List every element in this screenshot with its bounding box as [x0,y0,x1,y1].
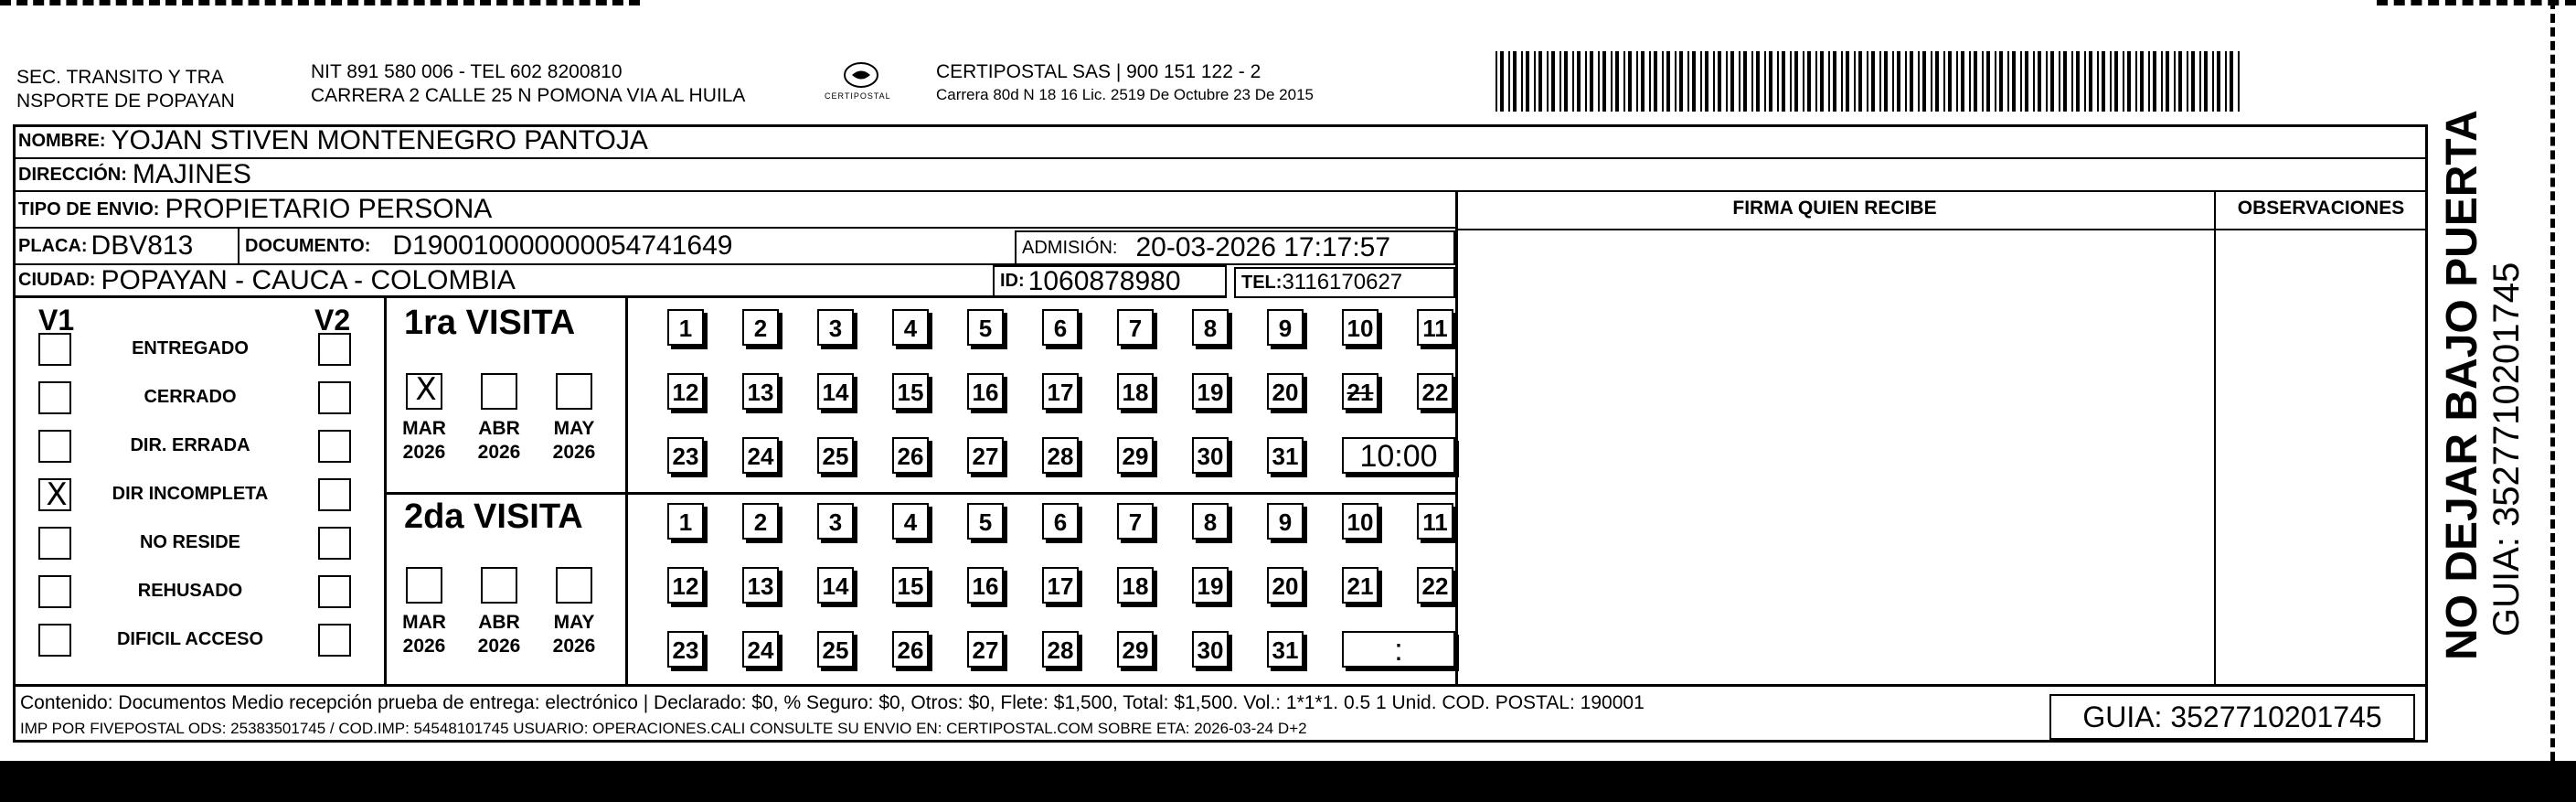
barcode-bar [1559,51,1561,112]
barcode-bar [2110,51,2112,112]
barcode-bar [1636,51,1638,112]
barcode-bar [2063,51,2067,112]
barcode-bar [1641,51,1645,112]
v1-check-mark: X [46,476,68,513]
day-box[interactable]: 1 [667,503,704,540]
day-box[interactable]: 10 [1342,309,1378,346]
barcode-bar [2166,51,2169,112]
barcode-bar [2012,51,2016,112]
tipo-row [13,192,1455,229]
tipo-label: TIPO DE ENVIO: [18,198,160,219]
footer [13,684,2428,745]
barcode-bar [1807,51,1811,112]
day-box[interactable]: 16 [967,567,1004,604]
v1-checkbox[interactable] [38,575,71,608]
ciudad-label: CIUDAD: [18,270,96,290]
day-box[interactable]: 22 [1417,567,1453,604]
tipo-value: PROPIETARIO PERSONA [165,194,493,224]
barcode-bar [2102,51,2105,112]
day-box[interactable]: 30 [1192,437,1229,474]
barcode-bar [2038,51,2041,112]
barcode-bar [2178,51,2182,112]
day-box[interactable]: 20 [1267,567,1304,604]
firma-column [1455,192,2214,684]
tel-value: 3116170627 [1282,270,1403,294]
reason-label: NO RESIDE [139,532,241,552]
bottom-band [0,761,2576,802]
day-box[interactable]: 10 [1342,503,1378,540]
visit-time[interactable]: 10:00 [1342,437,1455,474]
month-check-mark: X [415,371,437,408]
barcode-bar [2050,51,2054,112]
day-box[interactable]: 15 [892,373,929,410]
observaciones-header: OBSERVACIONES [2237,198,2405,219]
barcode-bar [2212,51,2214,112]
barcode-bar [1615,51,1619,112]
barcode-bar [2123,51,2124,112]
footer-line-1: Contenido: Documentos Medio recepción prueba de entrega: electrónico | Declarado: $0, % Seguro: $0, Otros: $0, Flete: $1,500, Total: $1,500. Vol.: 1*1*1. 0.5 1 Unid. COD. POSTAL: 190001 [20,692,1645,713]
reason-label: DIFICIL ACCESO [116,629,263,649]
ciudad-cell [13,265,993,298]
day-box[interactable]: 5 [967,309,1004,346]
day-box[interactable]: 6 [1042,503,1079,540]
barcode-bar [1572,51,1574,112]
day-box[interactable]: 24 [742,631,779,668]
courier-line-2: Carrera 80d N 18 16 Lic. 2519 De Octubre 23 De 2015 [936,86,1314,103]
day-box[interactable]: 31 [1267,437,1304,474]
day-box[interactable]: 9 [1267,503,1304,540]
barcode-bar [1969,51,1971,112]
barcode-bar [2114,51,2118,112]
year-label: 2026 [402,636,446,657]
day-box[interactable]: 13 [742,567,779,604]
admision-label: ADMISIÓN: [1022,237,1118,258]
barcode-bar [1884,51,1888,112]
nombre-row [13,124,2428,159]
v1-checkbox[interactable] [38,527,71,560]
day-box[interactable]: 7 [1117,309,1154,346]
day-box[interactable]: 20 [1267,373,1304,410]
day-box[interactable]: 25 [817,631,854,668]
reason-label: ENTREGADO [132,338,249,358]
barcode-bar [1905,51,1907,112]
barcode-bar [2127,51,2131,112]
barcode-bar [1769,51,1772,112]
v2-checkbox[interactable] [318,430,351,463]
day-box[interactable]: 18 [1117,567,1154,604]
barcode-bar [1999,51,2003,112]
barcode-bar [1948,51,1952,112]
barcode-bar [2084,51,2086,112]
barcode-bar [2020,51,2022,112]
barcode-bar [1974,51,1977,112]
visit-time[interactable]: : [1342,631,1455,668]
months-divider [625,298,628,684]
placa-label: PLACA: [18,235,88,256]
footer-guia: GUIA: 3527710201745 [2082,700,2382,733]
nombre-label: NOMBRE: [18,130,106,151]
no-dejar-warning: NO DEJAR BAJO PUERTA [2438,110,2486,660]
v1-header: V1 [38,304,75,337]
barcode-bar [1526,51,1529,112]
barcode-bar [1585,51,1587,112]
barcode-image [1496,51,2245,113]
barcode-bar [2191,51,2195,112]
v1-checkbox[interactable] [38,333,71,366]
month-label: ABR [478,612,520,633]
documento-cell [240,229,1015,265]
barcode-bar [1751,51,1753,112]
reason-label: DIR. ERRADA [130,435,250,455]
barcode-bar [1986,51,1990,112]
logo-text: CERTIPOSTAL [825,91,891,101]
barcode-bar [1496,51,1497,112]
day-box[interactable]: 11 [1417,503,1453,540]
barcode-bar [1794,51,1798,112]
day-box[interactable]: 23 [667,631,704,668]
barcode-bar [2187,51,2188,112]
day-box[interactable]: 16 [967,373,1004,410]
day-box[interactable]: 8 [1192,503,1229,540]
month-checkbox[interactable] [556,567,592,604]
day-box[interactable]: 2 [742,503,779,540]
year-label: 2026 [477,442,521,463]
issuer-line-1: SEC. TRANSITO Y TRA [16,67,224,88]
barcode-bar [1743,51,1747,112]
day-box[interactable]: 14 [817,373,854,410]
barcode-bar [1892,51,1894,112]
barcode-bar [1534,51,1536,112]
year-label: 2026 [402,442,446,463]
courier-info [936,60,1314,106]
barcode-bar [2161,51,2163,112]
barcode-bar [1705,51,1708,112]
barcode-bar [2217,51,2220,112]
nombre-value: YOJAN STIVEN MONTENEGRO PANTOJA [111,125,648,155]
year-label: 2026 [477,636,521,657]
barcode-bar [1718,51,1721,112]
v1-checkbox[interactable] [38,478,71,511]
barcode-bar [1628,51,1632,112]
v1-checkbox[interactable] [38,381,71,414]
barcode-bar [1790,51,1792,112]
barcode-bar [1564,51,1568,112]
v2-checkbox[interactable] [318,478,351,511]
placa-cell [13,229,240,265]
barcode-bar [1666,51,1670,112]
barcode-bar [1687,51,1689,112]
visit-title: 2da VISITA [404,497,583,536]
barcode-bar [2153,51,2156,112]
month-checkbox[interactable] [406,373,442,410]
day-box[interactable]: 3 [817,309,854,346]
placa-value: DBV813 [90,230,194,261]
barcode-bar [1700,51,1702,112]
day-box[interactable]: 28 [1042,437,1079,474]
barcode-bar [1897,51,1900,112]
barcode-bar [1730,51,1734,112]
courier-logo [819,60,898,104]
day-box[interactable]: 9 [1267,309,1304,346]
day-box[interactable]: 30 [1192,631,1229,668]
day-box[interactable]: 26 [892,631,929,668]
day-box[interactable]: 3 [817,503,854,540]
barcode-bar [1521,51,1523,112]
barcode-bar [1623,51,1625,112]
barcode-bar [1713,51,1715,112]
id-label: ID: [1000,271,1025,291]
v2-checkbox[interactable] [318,527,351,560]
right-edge-marks [2550,0,2573,802]
id-value: 1060878980 [1027,265,1181,296]
v1-checkbox[interactable] [38,624,71,657]
month-label: ABR [478,418,520,439]
barcode-bar [1828,51,1830,112]
day-box[interactable]: 12 [667,567,704,604]
day-box[interactable]: 8 [1192,309,1229,346]
barcode-bar [1590,51,1593,112]
day-box[interactable]: 18 [1117,373,1154,410]
month-label: MAR [402,418,446,439]
barcode-bar [1867,51,1868,112]
direccion-value: MAJINES [132,159,251,189]
barcode-bar [1879,51,1881,112]
barcode-bar [1956,51,1958,112]
day-box[interactable]: 12 [667,373,704,410]
barcode-bar [1662,51,1664,112]
tel-cell [1234,267,1455,298]
barcode-bar [2204,51,2208,112]
visit-title: 1ra VISITA [404,304,576,342]
year-label: 2026 [552,442,596,463]
barcode-bar [1820,51,1824,112]
barcode-bar [1815,51,1817,112]
barcode-bar [1803,51,1804,112]
barcode-bar [1756,51,1760,112]
barcode-bar [1910,51,1913,112]
barcode-bar [2230,51,2233,112]
tel-label: TEL: [1241,272,1283,293]
day-box[interactable]: 31 [1267,631,1304,668]
barcode-bar [2225,51,2227,112]
barcode-bar [1679,51,1683,112]
day-box[interactable]: 24 [742,437,779,474]
v2-header: V2 [314,304,351,337]
ciudad-value: POPAYAN - CAUCA - COLOMBIA [101,264,516,295]
day-box[interactable]: 14 [817,567,854,604]
barcode-bar [1931,51,1932,112]
direccion-row [13,159,2428,192]
barcode-bar [2089,51,2092,112]
address-line: CARRERA 2 CALLE 25 N POMONA VIA AL HUILA [311,85,746,106]
barcode-bar [1513,51,1517,112]
barcode-bar [1833,51,1836,112]
footer-line-2: IMP POR FIVEPOSTAL ODS: 25383501745 / COD.IMP: 54548101745 USUARIO: OPERACIONES.CALI CONSULTE SU ENVIO EN: CERTIPOSTAL.COM SOBRE ETA: 2026-03-24 D+2 [20,720,1307,737]
day-box[interactable]: 25 [817,437,854,474]
day-box[interactable]: 4 [892,309,929,346]
visit-divider [384,492,1455,495]
barcode-bar [1538,51,1542,112]
day-box[interactable]: 2 [742,309,779,346]
barcode-bar [2148,51,2150,112]
issuer-name [16,66,235,113]
vertical-guia: GUIA: 3527710201745 [2486,262,2527,636]
barcode-bar [1918,51,1920,112]
footer-guia-box [2049,694,2415,740]
day-box[interactable]: 15 [892,567,929,604]
nit-line: NIT 891 580 006 - TEL 602 8200810 [311,61,623,82]
documento-label: DOCUMENTO: [245,235,371,256]
barcode-bar [1935,51,1939,112]
top-cut-line-left [0,0,640,11]
v2-checkbox[interactable] [318,575,351,608]
day-box[interactable]: 22 [1417,373,1453,410]
barcode-bar [2046,51,2048,112]
barcode-bar [1692,51,1696,112]
firma-header: FIRMA QUIEN RECIBE [1732,198,1937,219]
id-cell [993,265,1227,298]
issuer-line-2: NSPORTE DE POPAYAN [16,91,235,112]
day-box[interactable]: 27 [967,437,1004,474]
barcode-bar [2007,51,2009,112]
reasons-section [13,298,387,684]
barcode-bar [1649,51,1651,112]
barcode-bar [1726,51,1728,112]
barcode-bar [2097,51,2099,112]
v2-checkbox[interactable] [318,624,351,657]
barcode-bar [1764,51,1766,112]
v1-checkbox[interactable] [38,430,71,463]
barcode-bar [1739,51,1740,112]
admision-cell [1015,230,1455,265]
day-box[interactable]: 11 [1417,309,1453,346]
direccion-label: DIRECCIÓN: [18,164,127,185]
v2-checkbox[interactable] [318,333,351,366]
day-box-marked[interactable]: 21 [1342,373,1378,410]
reason-label: DIR INCOMPLETA [112,484,269,504]
barcode-bar [1922,51,1926,112]
barcode-bar [2135,51,2137,112]
barcode-bar [1598,51,1600,112]
v2-checkbox[interactable] [318,381,351,414]
day-box[interactable]: 29 [1117,437,1154,474]
day-box[interactable]: 19 [1192,567,1229,604]
barcode-bar [1654,51,1657,112]
barcode-bar [1675,51,1677,112]
barcode-bar [1611,51,1613,112]
courier-line-1: CERTIPOSTAL SAS | 900 151 122 - 2 [936,61,1261,82]
month-checkbox[interactable] [481,373,517,410]
month-label: MAY [553,612,595,633]
barcode-bar [1841,51,1843,112]
month-label: MAR [402,612,446,633]
issuer-contact [311,60,745,108]
month-checkbox[interactable] [556,373,592,410]
day-box[interactable]: 5 [967,503,1004,540]
barcode-bar [1982,51,1984,112]
barcode-bar [1547,51,1549,112]
day-box[interactable]: 19 [1192,373,1229,410]
observaciones-column [2214,192,2428,684]
day-box[interactable]: 21 [1342,567,1378,604]
day-box[interactable]: 23 [667,437,704,474]
barcode [1496,51,2245,113]
barcode-bar [1508,51,1510,112]
reason-label: REHUSADO [137,581,243,601]
barcode-bar [1777,51,1779,112]
top-cut-line-right [2377,0,2576,11]
barcode-bar [2076,51,2080,112]
day-box[interactable]: 1 [667,309,704,346]
barcode-bar [2174,51,2176,112]
visit-section [384,298,1455,684]
barcode-bar [1782,51,1785,112]
admision-value: 20-03-2026 17:17:57 [1135,232,1391,262]
barcode-bar [2071,51,2073,112]
day-box[interactable]: 4 [892,503,929,540]
barcode-bar [2059,51,2060,112]
barcode-bar [2033,51,2035,112]
barcode-bar [1500,51,1504,112]
day-box[interactable]: 26 [892,437,929,474]
barcode-bar [1858,51,1862,112]
barcode-bar [1551,51,1555,112]
barcode-bar [1846,51,1849,112]
day-box[interactable]: 29 [1117,631,1154,668]
day-box[interactable]: 17 [1042,567,1079,604]
month-label: MAY [553,418,595,439]
barcode-bar [1602,51,1606,112]
day-box[interactable]: 6 [1042,309,1079,346]
month-checkbox[interactable] [481,567,517,604]
barcode-bar [1961,51,1964,112]
barcode-bar [1854,51,1856,112]
documento-value: D190010000000054741649 [392,230,733,261]
day-box[interactable]: 27 [967,631,1004,668]
side-header-divider [1455,229,2428,230]
day-box[interactable]: 13 [742,373,779,410]
day-box[interactable]: 17 [1042,373,1079,410]
day-box[interactable]: 7 [1117,503,1154,540]
month-checkbox[interactable] [406,567,442,604]
barcode-bar [2140,51,2144,112]
reason-label: CERRADO [144,387,237,407]
year-label: 2026 [552,636,596,657]
day-box[interactable]: 28 [1042,631,1079,668]
barcode-bar [1995,51,1996,112]
barcode-bar [2238,51,2240,112]
barcode-bar [1871,51,1875,112]
barcode-bar [1577,51,1581,112]
barcode-bar [2025,51,2028,112]
barcode-bar [1943,51,1945,112]
barcode-bar [2199,51,2201,112]
